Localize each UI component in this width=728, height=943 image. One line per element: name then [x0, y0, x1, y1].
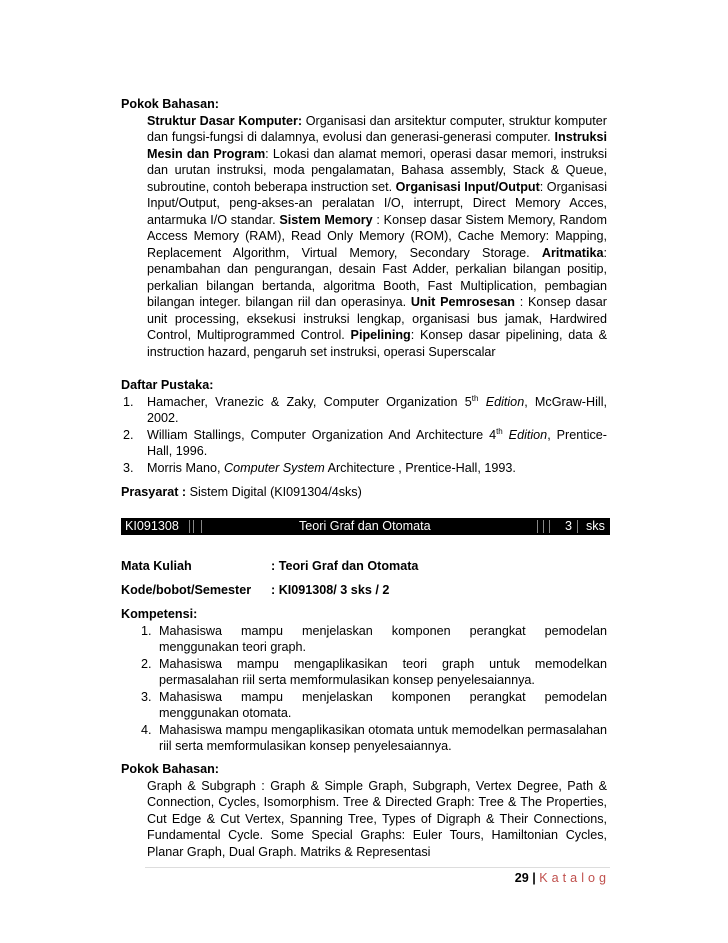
section-pokok-bahasan-1 [121, 96, 607, 360]
kode-value-wrap [271, 582, 389, 599]
section-body: Struktur Dasar Komputer: Organisasi dan arsitektur computer, struktur komputer dan fungsi-fungsi di dalamnya, evolusi dan generasi-generasi computer. Instruksi Mesin dan Program: Lokasi dan alamat memori, operasi dasar memori, instruksi dan urutan instruksi, moda pengalamatan, Bahasa assembly, Stack & Queue, subroutine, contoh beberapa instruction set. Organisasi Input/Output: Organisasi Input/Output, peng-akses-an peralatan I/O, interrupt, Direct Memory Acces, antarmuka I/O standar. Sistem Memory : Konsep dasar Sistem Memory, Random Access Memory (RAM), Read Only Memory (ROM), Cache Memory: Mapping, Replacement Algorithm, Virtual Memory, Secondary Storage. Aritmatika: penambahan dan pengurangan, desain Fast Adder, perkalian bilangan positip, perkalian bilangan bertanda, algoritma Booth, Fast Multiplication, pembagian bilangan integer. bilangan riil dan operasinya. Unit Pemrosesan : Konsep dasar unit processing, eksekusi instruksi lengkap, organisasi bus jamak, Hardwired Control, Multiprogrammed Control. Pipelining: Konsep dasar pipelining, data & instruction hazard, pengaruh set instruksi, operasi Superscalar [147, 113, 608, 359]
reference-text: Hamacher, Vranezic & Zaky, Computer Organization 5th Edition, McGraw-Hill, 2002. [147, 393, 607, 425]
kompetensi-text: Mahasiswa mampu menjelaskan komponen perangkat pemodelan menggunakan otomata. [159, 689, 607, 720]
footer-divider [145, 867, 610, 868]
kompetensi-number: 4. [141, 722, 152, 737]
bar-divider [189, 520, 190, 533]
footer-label: Katalog [539, 871, 610, 885]
bar-divider [537, 520, 538, 533]
mata-kuliah-label: Mata Kuliah [121, 559, 192, 573]
kompetensi-number: 1. [141, 623, 152, 638]
section-daftar-pustaka [121, 377, 607, 476]
reference-item [121, 460, 607, 477]
kompetensi-number: 3. [141, 689, 152, 704]
prasyarat [121, 484, 607, 501]
course-code: KI091308 [125, 519, 179, 533]
reference-number: 3. [123, 460, 134, 475]
page-number: 29 [514, 871, 529, 885]
kompetensi-item [133, 623, 607, 656]
section-heading: Pokok Bahasan: [121, 762, 219, 776]
bar-divider [543, 520, 544, 533]
mata-kuliah-row [121, 558, 192, 575]
course-title: Teori Graf dan Otomata [299, 519, 431, 533]
reference-item [121, 427, 607, 460]
course-title-bar [121, 518, 610, 535]
section-heading: Pokok Bahasan: [121, 97, 219, 111]
mata-kuliah-value: : Teori Graf dan Otomata [271, 559, 419, 573]
kode-label: Kode/bobot/Semester [121, 583, 252, 597]
section-heading: Kompetensi: [121, 607, 198, 621]
section-pokok-bahasan-2 [121, 761, 607, 860]
section-kompetensi [121, 606, 607, 755]
reference-item [121, 394, 607, 427]
bar-divider [201, 520, 202, 533]
kompetensi-text: Mahasiswa mampu menjelaskan komponen perangkat pemodelan menggunakan teori graph. [159, 623, 607, 654]
kompetensi-item [133, 722, 607, 755]
mata-kuliah-value-wrap [271, 558, 418, 575]
course-credits: 3 [565, 519, 573, 533]
kompetensi-list [121, 623, 607, 755]
kompetensi-text: Mahasiswa mampu mengaplikasikan teori graph untuk memodelkan permasalahan riil serta memformulasikan konsep penyelesaiannya. [159, 656, 607, 687]
page-footer [515, 871, 610, 885]
kompetensi-text: Mahasiswa mampu mengaplikasikan otomata untuk memodelkan permasalahan riil serta memformulasikan konsep penyelesaiannya. [159, 722, 608, 753]
footer-separator: | [528, 871, 540, 885]
prasyarat-label: Prasyarat : [121, 485, 187, 499]
reference-list [121, 394, 607, 477]
bar-divider [193, 520, 194, 533]
reference-number: 1. [123, 394, 134, 409]
section-body: Graph & Subgraph : Graph & Simple Graph, Subgraph, Vertex Degree, Path & Connection, Cycles, Isomorphism. Tree & Directed Graph: Tree & The Properties, Cut Edge & Cut Vertex, Spanning Tree, Types of Digraph & Their Connections, Fundamental Cycle. Some Special Graphs: Euler Tours, Hamiltonian Cycles, Planar Graph, Dual Graph. Matriks & Representasi [147, 778, 607, 859]
kode-value: : KI091308/ 3 sks / 2 [271, 583, 390, 597]
kompetensi-number: 2. [141, 656, 152, 671]
reference-text: William Stallings, Computer Organization And Architecture 4th Edition, Prentice-Hall, 1996. [147, 426, 607, 458]
section-heading: Daftar Pustaka: [121, 378, 214, 392]
reference-number: 2. [123, 427, 134, 442]
reference-text: Morris Mano, Computer System Architecture , Prentice-Hall, 1993. [147, 460, 516, 475]
kompetensi-item [133, 689, 607, 722]
prasyarat-value: Sistem Digital (KI091304/4sks) [186, 485, 362, 499]
course-credit-unit: sks [586, 519, 605, 533]
kode-row [121, 582, 251, 599]
bar-divider [577, 520, 578, 533]
bar-divider [549, 520, 550, 533]
kompetensi-item [133, 656, 607, 689]
